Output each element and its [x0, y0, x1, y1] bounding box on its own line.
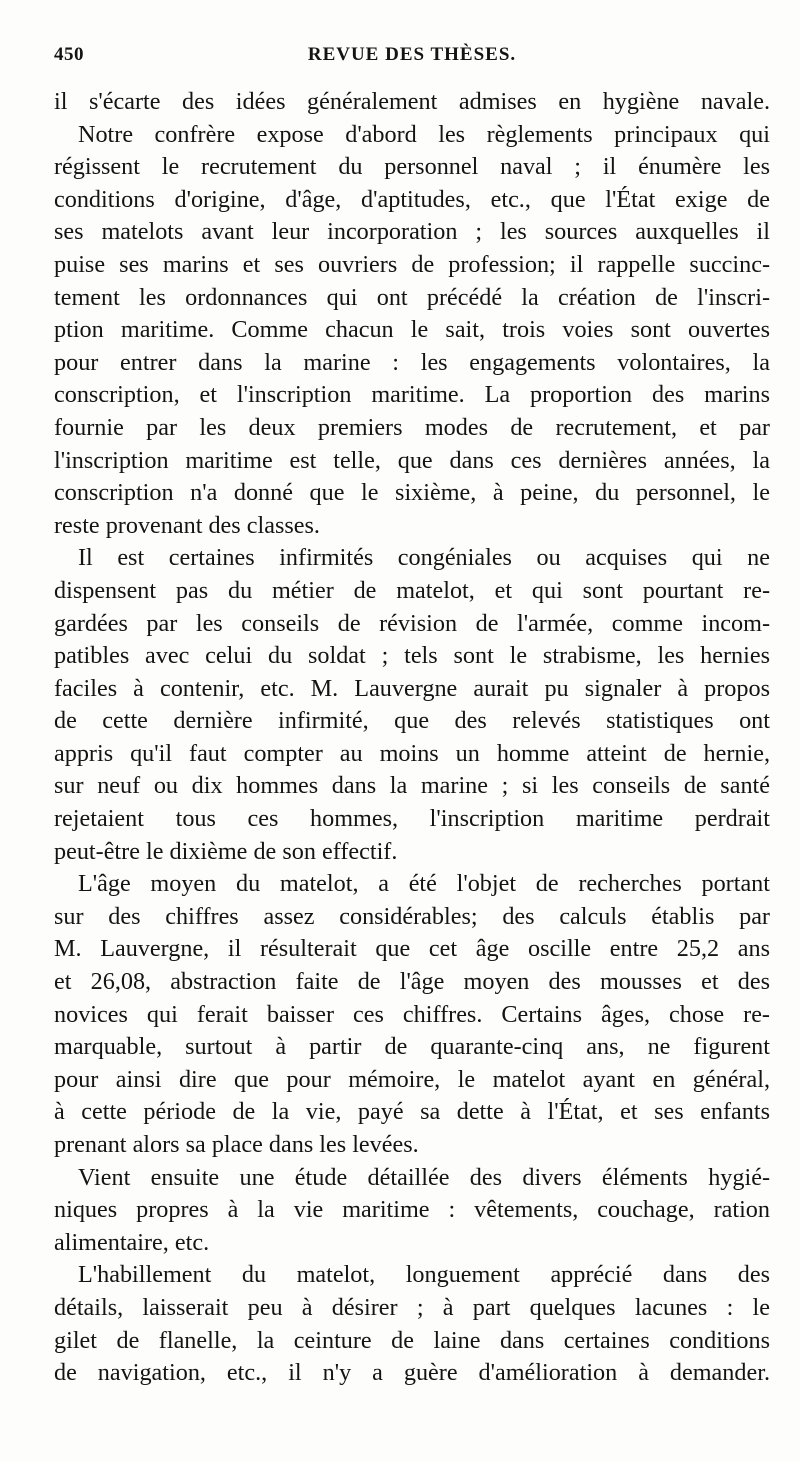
text-line: conscription n'a donné que le sixième, à peine, du personnel, le	[54, 479, 770, 507]
text-line: conscription, et l'inscription maritime. La proportion des marins	[54, 381, 770, 409]
text-line: sur des chiffres assez considérables; des calculs établis par	[54, 902, 770, 930]
text-line: L'habillement du matelot, longuement apprécié dans des	[78, 1261, 770, 1289]
text-line: tement les ordonnances qui ont précédé la création de l'inscri-	[54, 283, 770, 311]
text-line: Il est certaines infirmités congéniales ou acquises qui ne	[78, 544, 770, 572]
text-line: M. Lauvergne, il résulterait que cet âge oscille entre 25,2 ans	[54, 935, 770, 963]
text-line: alimentaire, etc.	[54, 1228, 210, 1256]
text-line: patibles avec celui du soldat ; tels sont le strabisme, les hernies	[54, 642, 770, 670]
body-text	[54, 86, 770, 1390]
running-title: REVUE DES THÈSES.	[307, 44, 517, 65]
text-line: ses matelots avant leur incorporation ; les sources auxquelles il	[54, 218, 770, 246]
text-line: de cette dernière infirmité, que des relevés statistiques ont	[54, 707, 770, 735]
text-line: appris qu'il faut compter au moins un homme atteint de hernie,	[54, 739, 770, 767]
text-line: sur neuf ou dix hommes dans la marine ; si les conseils de santé	[54, 772, 770, 800]
text-line: pour ainsi dire que pour mémoire, le matelot ayant en général,	[54, 1065, 770, 1093]
text-line: gilet de flanelle, la ceinture de laine dans certaines conditions	[54, 1326, 770, 1354]
text-line: faciles à contenir, etc. M. Lauvergne aurait pu signaler à propos	[54, 674, 770, 702]
running-head	[54, 44, 770, 78]
text-line: ption maritime. Comme chacun le sait, trois voies sont ouvertes	[54, 316, 770, 344]
text-line: reste provenant des classes.	[54, 511, 320, 539]
text-line: L'âge moyen du matelot, a été l'objet de recherches portant	[78, 870, 770, 898]
text-line: gardées par les conseils de révision de l'armée, comme incom-	[54, 609, 770, 637]
text-line: de navigation, etc., il n'y a guère d'amélioration à demander.	[54, 1359, 770, 1387]
text-line: fournie par les deux premiers modes de recrutement, et par	[54, 413, 770, 441]
page-number: 450	[54, 44, 84, 65]
text-line: rejetaient tous ces hommes, l'inscription maritime perdrait	[54, 805, 770, 833]
text-line: l'inscription maritime est telle, que dans ces dernières années, la	[54, 446, 770, 474]
text-line: Notre confrère expose d'abord les règlements principaux qui	[78, 120, 770, 148]
text-line: conditions d'origine, d'âge, d'aptitudes, etc., que l'État exige de	[54, 185, 770, 213]
text-line: pour entrer dans la marine : les engagements volontaires, la	[54, 348, 770, 376]
text-line: Vient ensuite une étude détaillée des divers éléments hygié-	[78, 1163, 770, 1191]
text-line: à cette période de la vie, payé sa dette à l'État, et ses enfants	[54, 1098, 770, 1126]
text-line: régissent le recrutement du personnel naval ; il énumère les	[54, 153, 770, 181]
text-line: dispensent pas du métier de matelot, et qui sont pourtant re-	[54, 576, 770, 604]
text-line: détails, laisserait peu à désirer ; à part quelques lacunes : le	[54, 1293, 770, 1321]
text-line: il s'écarte des idées généralement admises en hygiène navale.	[54, 88, 770, 115]
text-line: marquable, surtout à partir de quarante-cinq ans, ne figurent	[54, 1033, 770, 1061]
text-line: puise ses marins et ses ouvriers de profession; il rappelle succinc-	[54, 250, 770, 278]
text-line: et 26,08, abstraction faite de l'âge moyen des mousses et des	[54, 968, 770, 996]
text-line: prenant alors sa place dans les levées.	[54, 1131, 419, 1158]
text-line: peut-être le dixième de son effectif.	[54, 837, 398, 865]
text-line: novices qui ferait baisser ces chiffres. Certains âges, chose re-	[54, 1000, 770, 1028]
text-line: niques propres à la vie maritime : vêtements, couchage, ration	[54, 1196, 770, 1224]
